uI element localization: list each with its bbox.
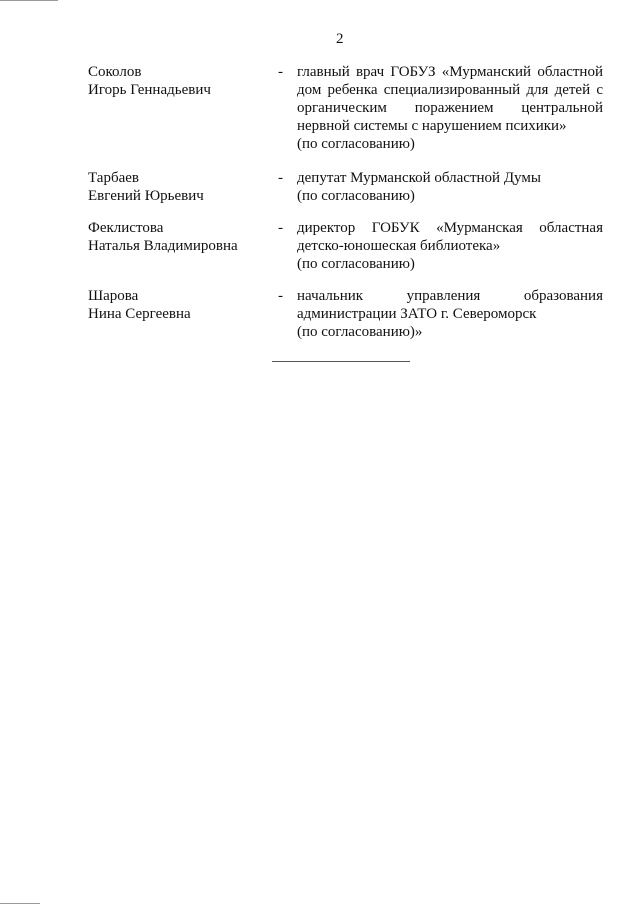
member-position (297, 63, 603, 153)
surname: Тарбаев (88, 170, 139, 186)
given-names: Игорь Геннадьевич (88, 82, 211, 98)
member-name (88, 169, 204, 205)
scan-edge-mark (0, 0, 58, 1)
member-name (88, 219, 238, 255)
given-names: Евгений Юрьевич (88, 188, 204, 204)
dash: - (278, 64, 283, 80)
scan-edge-mark (0, 903, 40, 904)
position-line: (по согласованию) (297, 188, 415, 204)
position-line: нервной системы с нарушением психики» (297, 118, 567, 134)
position-line: депутат Мурманской областной Думы (297, 170, 541, 186)
surname: Шарова (88, 288, 139, 304)
dash: - (278, 288, 283, 304)
given-names: Нина Сергеевна (88, 306, 191, 322)
member-name (88, 287, 191, 323)
position-line: дом ребенка специализированный для детей с (297, 82, 603, 98)
member-position (297, 219, 603, 273)
position-line: директор ГОБУК «Мурманская областная (297, 220, 603, 236)
end-separator-line (272, 361, 410, 362)
position-line: органическим поражением центральной (297, 100, 603, 116)
position-line: (по согласованию) (297, 136, 415, 152)
dash: - (278, 220, 283, 236)
position-line: детско-юношеская библиотека» (297, 238, 501, 254)
member-position (297, 287, 603, 341)
page-number: 2 (336, 31, 344, 47)
dash: - (278, 170, 283, 186)
given-names: Наталья Владимировна (88, 238, 238, 254)
member-name (88, 63, 211, 99)
surname: Феклистова (88, 220, 164, 236)
position-line: (по согласованию) (297, 256, 415, 272)
position-line: (по согласованию)» (297, 324, 423, 340)
position-line: начальник управления образования (297, 288, 603, 304)
surname: Соколов (88, 64, 142, 80)
position-line: главный врач ГОБУЗ «Мурманский областной (297, 64, 603, 80)
member-position (297, 169, 603, 205)
position-line: администрации ЗАТО г. Североморск (297, 306, 537, 322)
